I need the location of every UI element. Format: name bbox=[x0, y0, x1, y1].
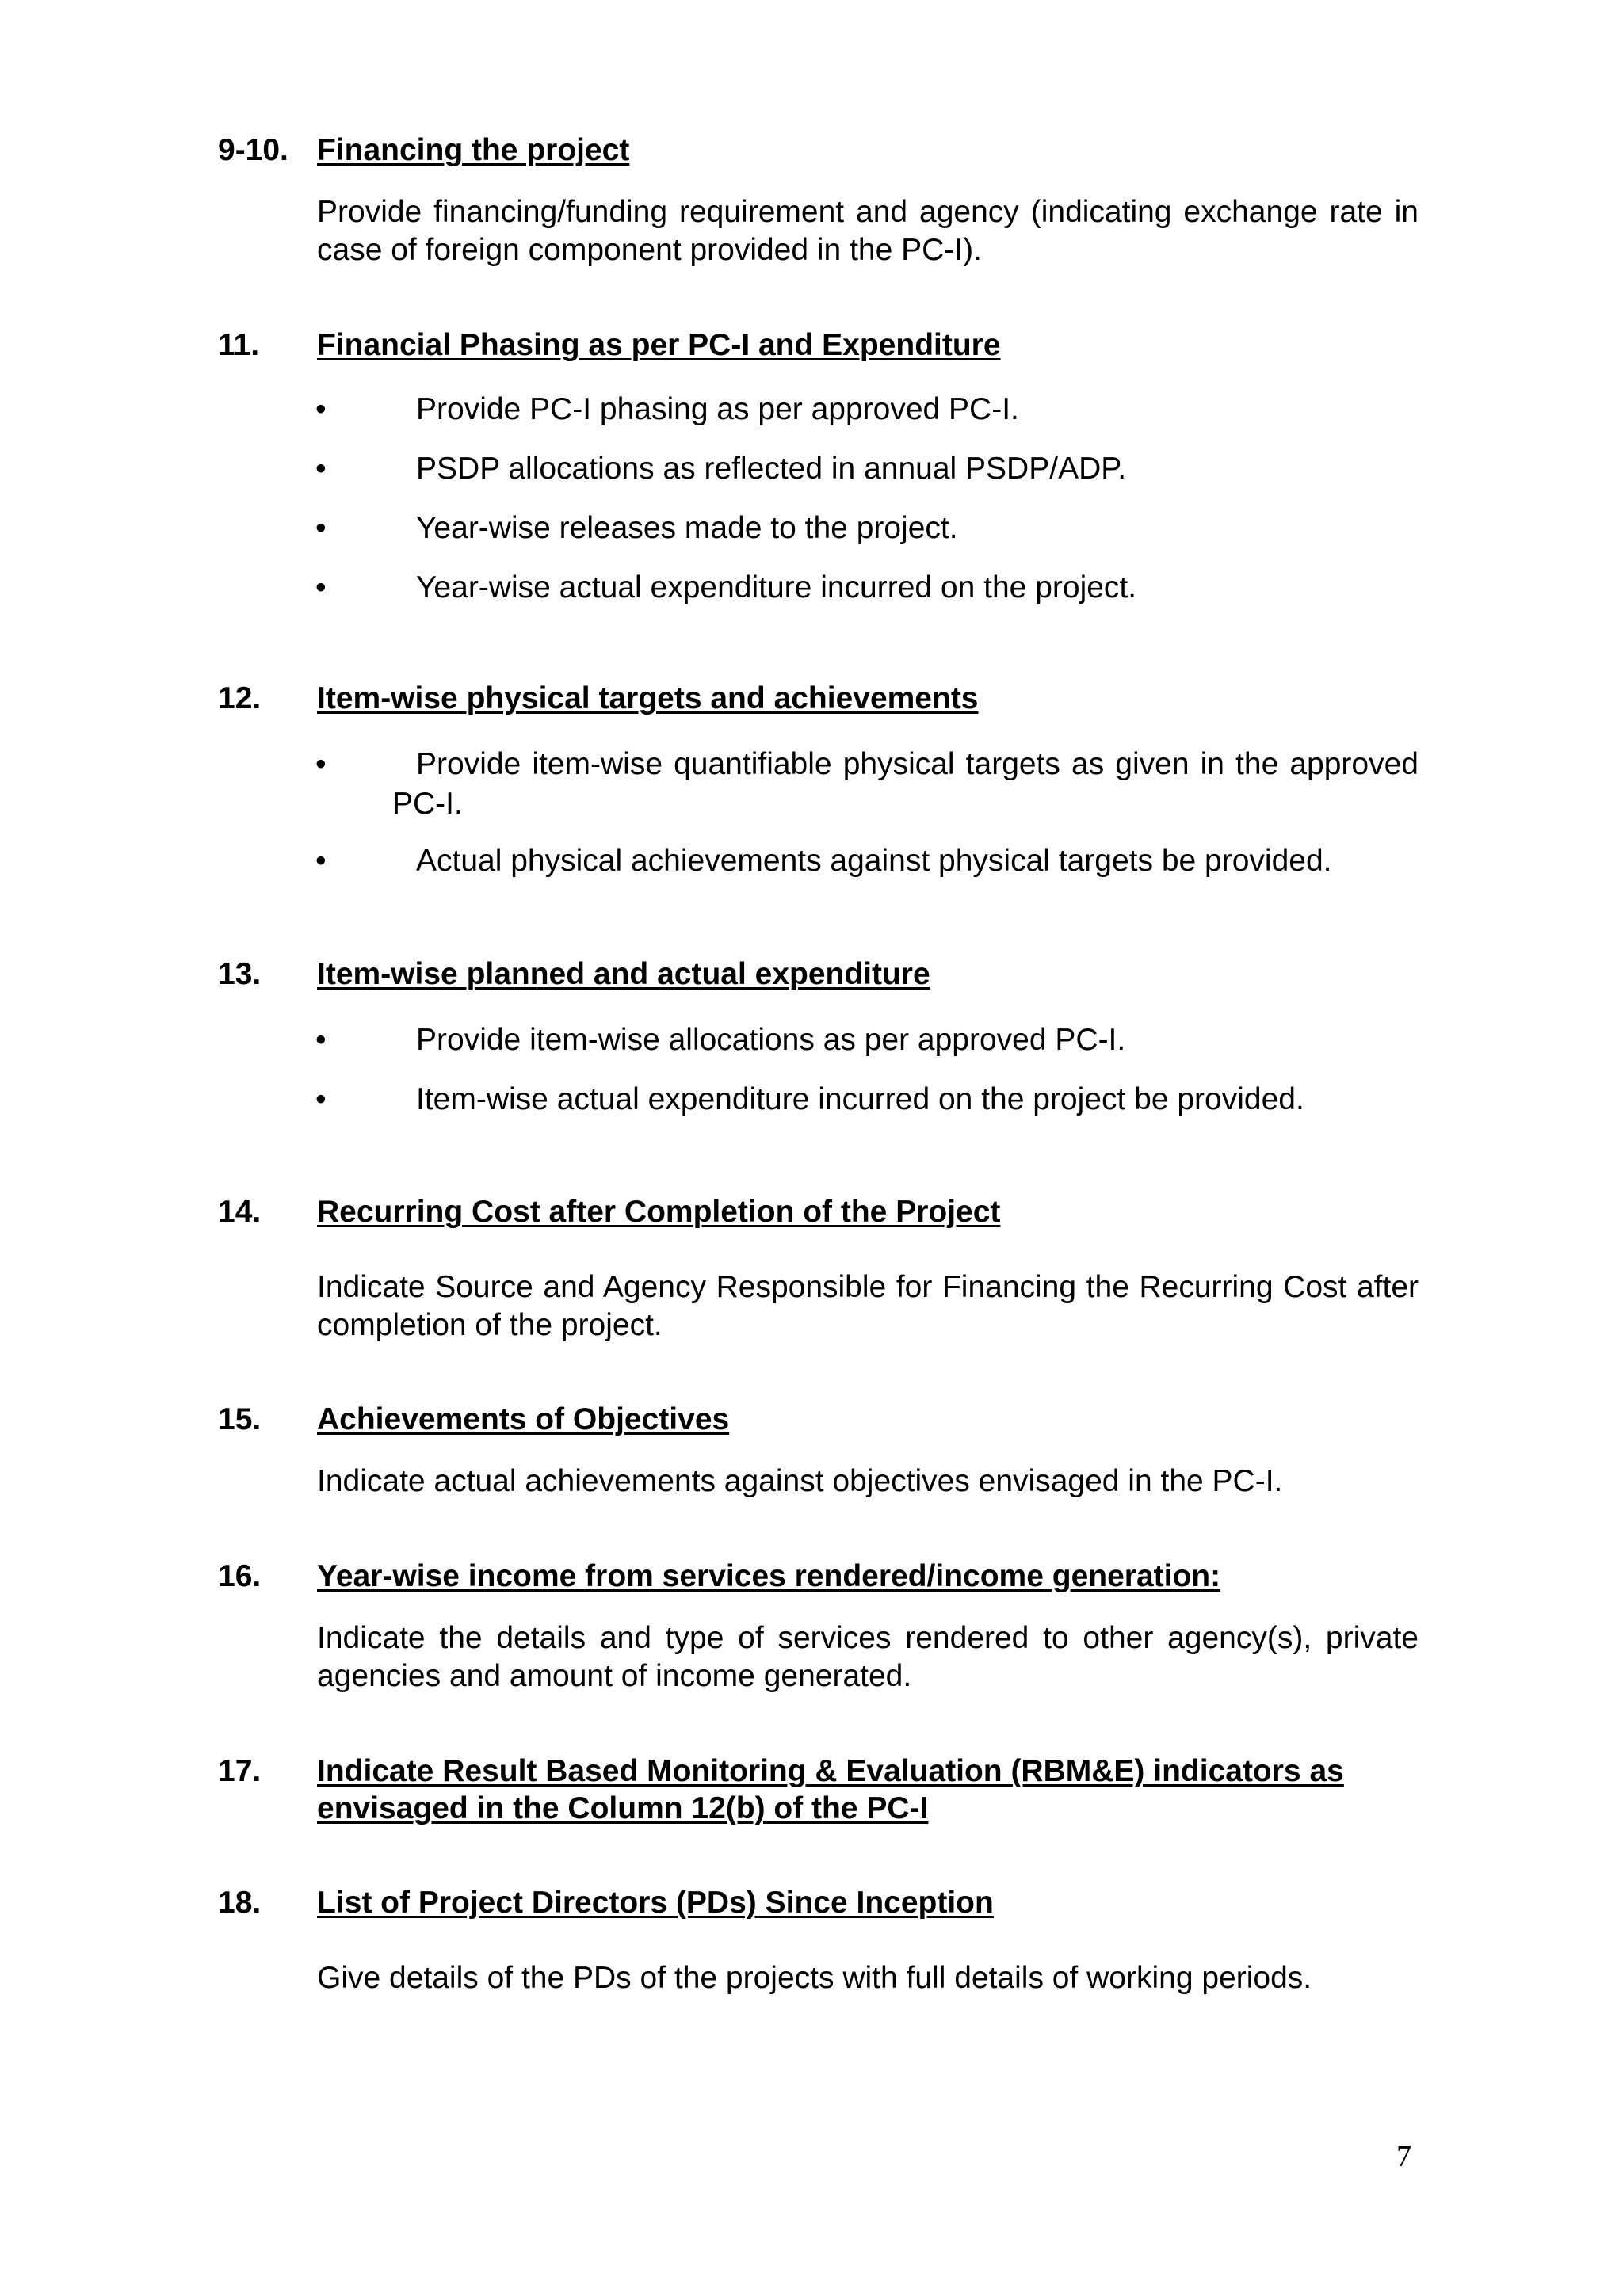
list-item bbox=[317, 841, 1419, 881]
section-heading: Recurring Cost after Completion of the Project bbox=[317, 1195, 1001, 1229]
bullet-list bbox=[317, 745, 1419, 881]
list-item bbox=[317, 509, 1419, 548]
list-item bbox=[317, 745, 1419, 824]
section-heading: Achievements of Objectives bbox=[317, 1402, 730, 1436]
section-number: 9-10. bbox=[218, 133, 288, 167]
section-number: 17. bbox=[218, 1754, 262, 1788]
section-heading: Item-wise planned and actual expenditure bbox=[317, 957, 930, 991]
bullet-icon: • bbox=[315, 452, 327, 486]
list-item bbox=[317, 1020, 1419, 1060]
list-item-text: Provide PC-I phasing as per approved PC-I. bbox=[416, 392, 1019, 426]
section-paragraph: Indicate the details and type of services rendered to other agency(s), private agencies and amount of income generated. bbox=[317, 1621, 1419, 1693]
section-heading: Item-wise physical targets and achievements bbox=[317, 681, 979, 715]
section-number: 12. bbox=[218, 681, 262, 715]
bullet-icon: • bbox=[315, 1082, 327, 1116]
list-item-text: Year-wise actual expenditure incurred on the project. bbox=[416, 570, 1137, 605]
bullet-icon: • bbox=[315, 570, 327, 605]
list-item-text: Item-wise actual expenditure incurred on the project be provided. bbox=[416, 1082, 1304, 1116]
section-heading: Indicate Result Based Monitoring & Evaluation (RBM&E) indicators as envisaged in the Column 12(b) of the PC-I bbox=[317, 1754, 1344, 1825]
list-item-text: Year-wise releases made to the project. bbox=[416, 511, 958, 545]
bullet-icon: • bbox=[315, 1023, 327, 1057]
list-item-text: PSDP allocations as reflected in annual PSDP/ADP. bbox=[416, 452, 1127, 486]
section-heading: Financing the project bbox=[317, 133, 630, 167]
bullet-icon: • bbox=[315, 511, 327, 545]
list-item-text: Provide item-wise allocations as per approved PC-I. bbox=[416, 1023, 1126, 1057]
section-paragraph: Give details of the PDs of the projects with full details of working periods. bbox=[317, 1961, 1312, 1995]
section-number: 14. bbox=[218, 1195, 262, 1229]
list-item bbox=[317, 449, 1419, 489]
section-paragraph: Indicate actual achievements against objectives envisaged in the PC-I. bbox=[317, 1464, 1283, 1498]
bullet-icon: • bbox=[315, 844, 327, 878]
list-item-text: Provide item-wise quantifiable physical targets as given in the approved PC-I. bbox=[392, 747, 1419, 821]
bullet-list bbox=[317, 390, 1419, 608]
list-item bbox=[317, 390, 1419, 429]
section-number: 13. bbox=[218, 957, 262, 991]
section-number: 11. bbox=[218, 328, 260, 362]
section-heading: Year-wise income from services rendered/income generation: bbox=[317, 1559, 1221, 1593]
section-number: 16. bbox=[218, 1559, 262, 1593]
bullet-icon: • bbox=[315, 392, 327, 426]
page-number: 7 bbox=[1396, 2140, 1411, 2173]
section-paragraph: Indicate Source and Agency Responsible for Financing the Recurring Cost after completion of the project. bbox=[317, 1270, 1419, 1342]
section-number: 18. bbox=[218, 1886, 262, 1920]
list-item-text: Actual physical achievements against physical targets be provided. bbox=[416, 844, 1332, 878]
section-heading: List of Project Directors (PDs) Since Inception bbox=[317, 1886, 994, 1920]
section-paragraph: Provide financing/funding requirement and agency (indicating exchange rate in case of foreign component provided in the PC-I). bbox=[317, 195, 1419, 267]
list-item bbox=[317, 1080, 1419, 1119]
section-heading: Financial Phasing as per PC-I and Expenditure bbox=[317, 328, 1001, 362]
bullet-list bbox=[317, 1020, 1419, 1119]
bullet-icon: • bbox=[315, 747, 327, 781]
list-item bbox=[317, 568, 1419, 608]
section-number: 15. bbox=[218, 1402, 262, 1436]
